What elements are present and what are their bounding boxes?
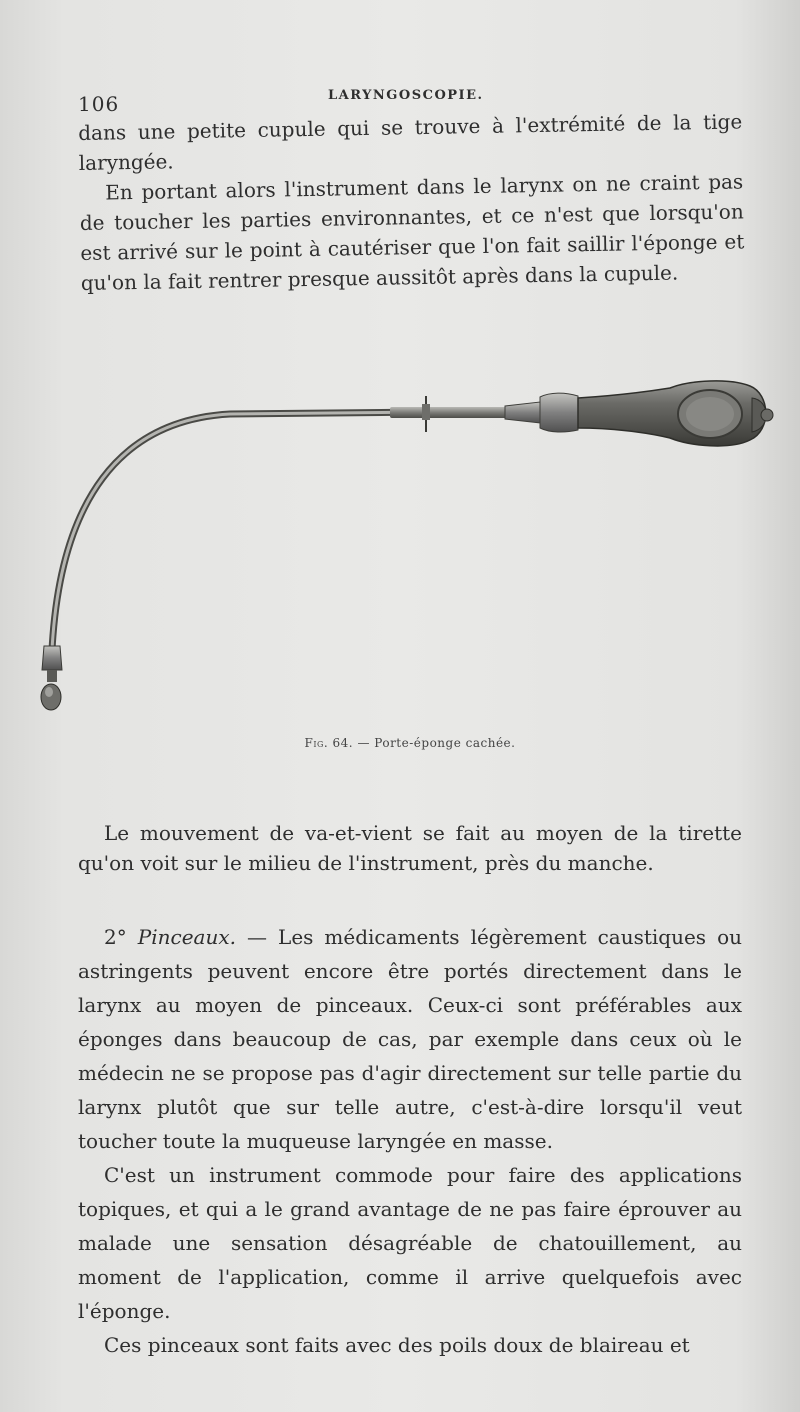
text-block-middle (78, 818, 742, 878)
paragraph-truncated: Ces pinceaux sont faits avec des poils doux de blaireau et (104, 1333, 690, 1357)
section-text: Les médicaments légèrement caustiques ou astringents peuvent encore être portés directement dans le larynx au moyen de pinceaux. Ceux-ci sont préférables aux éponges dans beaucoup de cas, par exemple dans ceux où le médecin ne se propose pas d'agir directement sur telle partie du larynx plutôt que sur telle autre, c'est-à-dire lorsqu'il veut toucher toute la muqueuse laryngée en masse. (78, 925, 743, 1153)
section-dash: — (235, 925, 279, 949)
section-title: Pinceaux. (137, 925, 236, 949)
text-block-top (78, 106, 745, 298)
figure-caption (78, 736, 742, 750)
porte-eponge-illustration (30, 370, 780, 730)
paragraph: C'est un instrument commode pour faire des applications topiques, et qui a le grand avantage de ne pas faire éprouver au malade une sensation désagréable de chatouillement, au moment de l'application, comme il arrive quelquefois avec l'éponge. (78, 1163, 742, 1323)
page-number: 106 (78, 92, 120, 116)
running-head: LARYNGOSCOPIE. (328, 88, 484, 103)
figure-label: Fig. 64. (304, 736, 354, 750)
paragraph: Le mouvement de va-et-vient se fait au moyen de la tirette qu'on voit sur le milieu de l'instrument, près du manche. (78, 821, 742, 875)
figure-porte-eponge (30, 370, 780, 730)
paragraph-continuation: dans une petite cupule qui se trouve à l'extrémité de la tige laryngée. (78, 109, 743, 175)
paragraph: En portant alors l'instrument dans le larynx on ne craint pas de toucher les parties environnantes, et ce n'est que lorsqu'on est arrivé sur le point à cautériser que l'on fait saillir l'éponge et qu'on la fait rentrer presque aussitôt après dans la cupule. (79, 169, 745, 295)
section-number: 2° (104, 925, 127, 949)
section-pinceaux (78, 920, 742, 1158)
figure-caption-text: — Porte-éponge cachée. (357, 736, 516, 750)
text-block-bottom (78, 920, 742, 1362)
